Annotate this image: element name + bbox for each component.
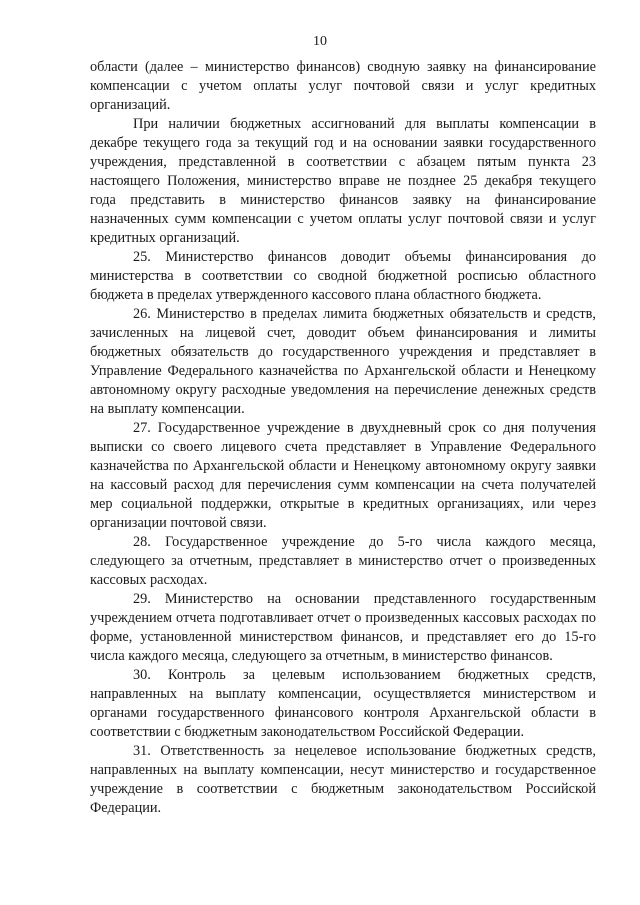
paragraph-item-31: 31. Ответственность за нецелевое использование бюджетных средств, направленных на выплату компенсации, несут министерство и государственное учреждение в соответствии с бюджетным законодательством Российской Федерации. <box>90 743 596 816</box>
paragraph-budget-allocations: При наличии бюджетных ассигнований для выплаты компенсации в декабре текущего года за текущий год и на основании заявки государственного учреждения, представленной в соответствии с абзацем пятым пункта 23 настоящего Положения, министерство вправе не позднее 25 декабря текущего года представить в министерство финансов заявку на финансирование назначенных сумм компенсации с учетом оплаты услуг почтовой связи и услуг кредитных организаций. <box>90 116 596 246</box>
paragraph-item-25: 25. Министерство финансов доводит объемы финансирования до министерства в соответствии со сводной бюджетной росписью областного бюджета в пределах утвержденного кассового плана областного бюджета. <box>90 249 596 303</box>
document-body <box>90 58 596 818</box>
paragraph-item-29: 29. Министерство на основании представленного государственным учреждением отчета подготавливает отчет о произведенных кассовых расходах по форме, установленной министерством финансов, и представляет его до 15-го числа каждого месяца, следующего за отчетным, в министерство финансов. <box>90 591 596 664</box>
paragraph-item-27: 27. Государственное учреждение в двухдневный срок со дня получения выписки со своего лицевого счета представляет в Управление Федерального казначейства по Архангельской области и Ненецкому автономному округу заявки на кассовый расход для перечисления сумм компенсации на счета получателей мер социальной поддержки, открытые в кредитных организациях, или через организации почтовой связи. <box>90 420 596 531</box>
paragraph-item-28: 28. Государственное учреждение до 5-го числа каждого месяца, следующего за отчетным, представляет в министерство отчет о произведенных кассовых расходах. <box>90 534 596 588</box>
paragraph-item-30: 30. Контроль за целевым использованием бюджетных средств, направленных на выплату компенсации, осуществляется министерством и органами государственного финансового контроля Архангельской области в соответствии с бюджетным законодательством Российской Федерации. <box>90 667 596 740</box>
paragraph-item-26: 26. Министерство в пределах лимита бюджетных обязательств и средств, зачисленных на лицевой счет, доводит объем финансирования и лимиты бюджетных обязательств до государственного учреждения и представляет в Управление Федерального казначейства по Архангельской области и Ненецкому автономному округу расходные уведомления на перечисление денежных средств на выплату компенсации. <box>90 306 596 417</box>
page-number: 10 <box>313 34 327 49</box>
paragraph-continuation: области (далее – министерство финансов) сводную заявку на финансирование компенсации с учетом оплаты услуг почтовой связи и услуг кредитных организаций. <box>90 59 596 113</box>
